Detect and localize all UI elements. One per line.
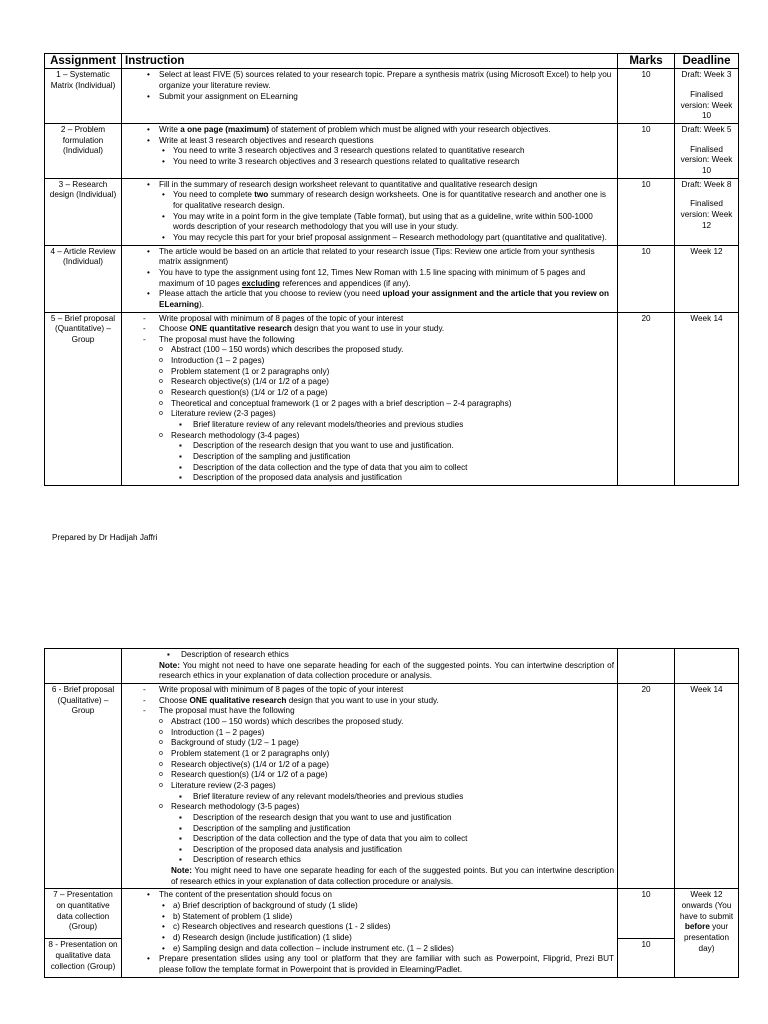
instruction-cell: [122, 683, 618, 888]
assignment-table: [44, 53, 739, 486]
deadline-value: Week 14: [675, 312, 739, 486]
list-item: - The proposal must have the following o Abstract (100 – 150 words) which describes the proposed study. o Introduction (1 – 2 pages) o Background of study (1/2 – 1 page) o Problem statement (1 or 2 paragraphs only) o Research objective(s) (1/4 or 1/2 of a page) o Research question(s) (1/4 or 1/2 of a page) o Literature review (2-3 pages) ▪ Brief literature review of any relevant models/theories and previous studies o Research methodology (3-5 pages) ▪ Description of the research design that you want to use and justification ▪ Description of the sampling and justification ▪ Description of the data collection and the type of data that you aim to collect ▪ Description of the proposed data analysis and justification ▪ Description of research ethics Note: You might need to have one separate heading for each of the suggested points. But you can intertwine description of research ethics in your explanation of data collection procedure or analysis.: [125, 706, 614, 887]
list-item: • Fill in the summary of research design worksheet relevant to quantitative and qualitative research design • You need to complete two summary of research design worksheets. One is for quantitative research and another one is for qualitative research design. • You may write in a point form in the give template (Table format), but using that as a guideline, write within 500-1000 words description of your research methodology that you will use in your study. • You may recycle this part for your brief proposal assignment – Research methodology part (quantitative and qualitative).: [125, 180, 614, 244]
sub-sub-list-item: ▪ Description of the sampling and justification: [171, 452, 614, 463]
assignment-name: 4 – Article Review (Individual): [45, 245, 122, 312]
sub-list-item: • You need to write 3 research objectives and 3 research questions related to quantitative research: [159, 146, 614, 157]
assignment-name: 6 - Brief proposal (Qualitative) – Group: [45, 683, 122, 888]
sub-list-item: • You may recycle this part for your brief proposal assignment – Research methodology part (quantitative and qualitative).: [159, 233, 614, 244]
table-row: [45, 683, 739, 888]
sub-list-item: • b) Statement of problem (1 slide): [159, 912, 614, 923]
sub-list-item: o Research objective(s) (1/4 or 1/2 of a page): [159, 760, 614, 771]
table-header-row: [45, 54, 739, 69]
sub-list-item: • e) Sampling design and data collection – include instrument etc. (1 – 2 slides): [159, 944, 614, 955]
instruction-cell: [122, 245, 618, 312]
list-item: • Prepare presentation slides using any tool or platform that they are familiar with such as Powerpoint, Flipgrid, Prezi BUT please follow the template format in Powerpoint that is provided in Elearning/Padlet.: [125, 954, 614, 975]
assignment-name: 3 – Research design (Individual): [45, 178, 122, 245]
deadline-value: Week 14: [675, 683, 739, 888]
instruction-cell: [122, 312, 618, 486]
table-row: [45, 69, 739, 124]
sub-list-item: o Introduction (1 – 2 pages): [159, 728, 614, 739]
sub-sub-list-item: ▪ Brief literature review of any relevant models/theories and previous studies: [171, 420, 614, 431]
sub-sub-list-item: ▪ Description of the research design that you want to use and justification: [171, 813, 614, 824]
sub-list-item: • c) Research objectives and research questions (1 - 2 slides): [159, 922, 614, 933]
table-row: [45, 124, 739, 179]
deadline-cell: Week 12 onwards (You have to submit before your presentation day): [675, 889, 739, 977]
marks-value: 10: [618, 178, 675, 245]
deadline-draft: Draft: Week 5: [681, 125, 732, 134]
deadline-draft: Draft: Week 8: [681, 179, 732, 189]
list-item: • The article would be based on an article that related to your research issue (Tips: Review one article from your synthesis matrix assignment): [125, 247, 614, 268]
sub-list-item: o Problem statement (1 or 2 paragraphs only): [159, 367, 614, 378]
list-item: • Please attach the article that you choose to review (you need upload your assignment and the article that you review on ELearning).: [125, 289, 614, 310]
sub-list-item: o Problem statement (1 or 2 paragraphs only): [159, 749, 614, 760]
table-row: [45, 312, 739, 486]
list-item: - Write proposal with minimum of 8 pages of the topic of your interest: [125, 685, 614, 696]
sub-sub-list-item: ▪ Description of research ethics: [171, 855, 614, 866]
instruction-cell: [122, 178, 618, 245]
list-item: • You have to type the assignment using font 12, Times New Roman with 1.5 line spacing with minimum of 5 pages and maximum of 10 pages excluding references and appendices (if any).: [125, 268, 614, 289]
instruction-cell: [122, 69, 618, 124]
table-row: [45, 649, 739, 684]
deadline-cell: [675, 69, 739, 124]
note-text: Note: You might not need to have one separate heading for each of the suggested points. You can intertwine description of research ethics in your explanation of data collection procedure or analysis.: [159, 660, 614, 681]
sub-sub-list-item: ▪ Brief literature review of any relevant models/theories and previous studies: [171, 792, 614, 803]
sub-sub-list-item: ▪ Description of the proposed data analysis and justification: [171, 473, 614, 484]
sub-list-item: • a) Brief description of background of study (1 slide): [159, 901, 614, 912]
deadline-final: Finalised version: Week 10: [680, 90, 733, 121]
assignment-name: 2 – Problem formulation (Individual): [45, 124, 122, 179]
sub-list-item: • You may write in a point form in the give template (Table format), but using that as a guideline, write within 500-1000 words description of your research methodology that you will use in your study.: [159, 212, 614, 233]
sub-list-item: o Research question(s) (1/4 or 1/2 of a page): [159, 770, 614, 781]
table-row: [45, 245, 739, 312]
page-footer: Prepared by Dr Hadijah Jaffri: [52, 533, 158, 542]
sub-sub-list-item: ▪ Description of the data collection and the type of data that you aim to collect: [171, 463, 614, 474]
instruction-cell: [122, 649, 618, 684]
assignment-name: 5 – Brief proposal (Quantitative) – Group: [45, 312, 122, 486]
instruction-cell: [122, 124, 618, 179]
deadline-final: Finalised version: Week 12: [680, 199, 733, 230]
deadline-final: Finalised version: Week 10: [680, 144, 733, 175]
header-deadline: Deadline: [675, 54, 739, 69]
sub-list-item: o Research question(s) (1/4 or 1/2 of a page): [159, 388, 614, 399]
note-text: Note: You might need to have one separate heading for each of the suggested points. But you can intertwine description of research ethics in your explanation of data collection procedure or analysis.: [171, 866, 614, 886]
list-item: • Submit your assignment on ELearning: [125, 92, 614, 103]
marks-value: 20: [618, 312, 675, 486]
list-item: - Choose ONE qualitative research design that you want to use in your study.: [125, 696, 614, 707]
sub-list-item: o Abstract (100 – 150 words) which describes the proposed study.: [159, 345, 614, 356]
assignment-name: 1 – Systematic Matrix (Individual): [45, 69, 122, 124]
sub-sub-list-item: ▪ Description of the data collection and the type of data that you aim to collect: [171, 834, 614, 845]
marks-value: 20: [618, 683, 675, 888]
list-item: • Select at least FIVE (5) sources related to your research topic. Prepare a synthesis matrix (using Microsoft Excel) to help you organize your literature review.: [125, 70, 614, 91]
deadline-value: Week 12: [675, 245, 739, 312]
assignment-table-continued: [44, 648, 739, 978]
sub-list-item: o Theoretical and conceptual framework (1 or 2 pages with a brief description – 2-4 paragraphs): [159, 399, 614, 410]
list-item: • Write a one page (maximum) of statement of problem which must be aligned with your research objectives.: [125, 125, 614, 136]
sub-list-item: • You need to write 3 research objectives and 3 research questions related to qualitative research: [159, 157, 614, 168]
list-item: - The proposal must have the following o Abstract (100 – 150 words) which describes the proposed study. o Introduction (1 – 2 pages) o Problem statement (1 or 2 paragraphs only) o Research objective(s) (1/4 or 1/2 of a page) o Research question(s) (1/4 or 1/2 of a page) o Theoretical and conceptual framework (1 or 2 pages with a brief description – 2-4 paragraphs) o Literature review (2-3 pages) ▪ Brief literature review of any relevant models/theories and previous studies o Research methodology (3-4 pages) ▪ Description of the research design that you want to use and justification. ▪ Description of the sampling and justification ▪ Description of the data collection and the type of data that you aim to collect ▪ Description of the proposed data analysis and justification: [125, 335, 614, 484]
marks-value: 10: [618, 939, 675, 977]
assignment-name: 7 – Presentation on quantitative data collection (Group): [45, 889, 122, 939]
table-row: [45, 889, 739, 939]
sub-list-item: • You need to complete two summary of research design worksheets. One is for quantitative research and another one is for qualitative research design.: [159, 190, 614, 211]
marks-value: 10: [618, 889, 675, 939]
sub-list-item: o Research objective(s) (1/4 or 1/2 of a page): [159, 377, 614, 388]
header-assignment: Assignment: [45, 54, 122, 69]
sub-sub-list-item: ▪ Description of research ethics: [159, 650, 614, 661]
header-marks: Marks: [618, 54, 675, 69]
header-instruction: Instruction: [122, 54, 618, 69]
table-row: [45, 178, 739, 245]
assignment-name: 8 - Presentation on qualitative data collection (Group): [45, 939, 122, 977]
list-item: - Write proposal with minimum of 8 pages of the topic of your interest: [125, 314, 614, 325]
sub-sub-list-item: ▪ Description of the sampling and justification: [171, 824, 614, 835]
sub-list-item: o Literature review (2-3 pages) ▪ Brief literature review of any relevant models/theories and previous studies: [159, 409, 614, 430]
sub-list-item: o Research methodology (3-5 pages) ▪ Description of the research design that you want to use and justification ▪ Description of the sampling and justification ▪ Description of the data collection and the type of data that you aim to collect ▪ Description of the proposed data analysis and justification ▪ Description of research ethics Note: You might need to have one separate heading for each of the suggested points. But you can intertwine description of research ethics in your explanation of data collection procedure or analysis.: [159, 802, 614, 887]
sub-list-item: o Abstract (100 – 150 words) which describes the proposed study.: [159, 717, 614, 728]
document-page-2: [0, 640, 768, 1024]
marks-value: 10: [618, 124, 675, 179]
list-item: • Write at least 3 research objectives and research questions • You need to write 3 research objectives and 3 research questions related to quantitative research • You need to write 3 research objectives and 3 research questions related to qualitative research: [125, 136, 614, 168]
instruction-cell: [122, 889, 618, 977]
deadline-cell: [675, 178, 739, 245]
sub-list-item: o Literature review (2-3 pages) ▪ Brief literature review of any relevant models/theories and previous studies: [159, 781, 614, 802]
sub-list-item: o Introduction (1 – 2 pages): [159, 356, 614, 367]
sub-sub-list-item: ▪ Description of the proposed data analysis and justification: [171, 845, 614, 856]
list-item: • The content of the presentation should focus on • a) Brief description of background of study (1 slide) • b) Statement of problem (1 slide) • c) Research objectives and research questions (1 - 2 slides) • d) Research design (include justification) (1 slide) • e) Sampling design and data collection – include instrument etc. (1 – 2 slides): [125, 890, 614, 954]
sub-list-item: o Background of study (1/2 – 1 page): [159, 738, 614, 749]
marks-value: 10: [618, 69, 675, 124]
sub-list-item: o Research methodology (3-4 pages) ▪ Description of the research design that you want to use and justification. ▪ Description of the sampling and justification ▪ Description of the data collection and the type of data that you aim to collect ▪ Description of the proposed data analysis and justification: [159, 431, 614, 484]
marks-value: 10: [618, 245, 675, 312]
list-item: - Choose ONE quantitative research design that you want to use in your study.: [125, 324, 614, 335]
sub-list-item: • d) Research design (include justification) (1 slide): [159, 933, 614, 944]
deadline-cell: [675, 124, 739, 179]
sub-sub-list-item: ▪ Description of the research design that you want to use and justification.: [171, 441, 614, 452]
deadline-draft: Draft: Week 3: [681, 70, 732, 80]
